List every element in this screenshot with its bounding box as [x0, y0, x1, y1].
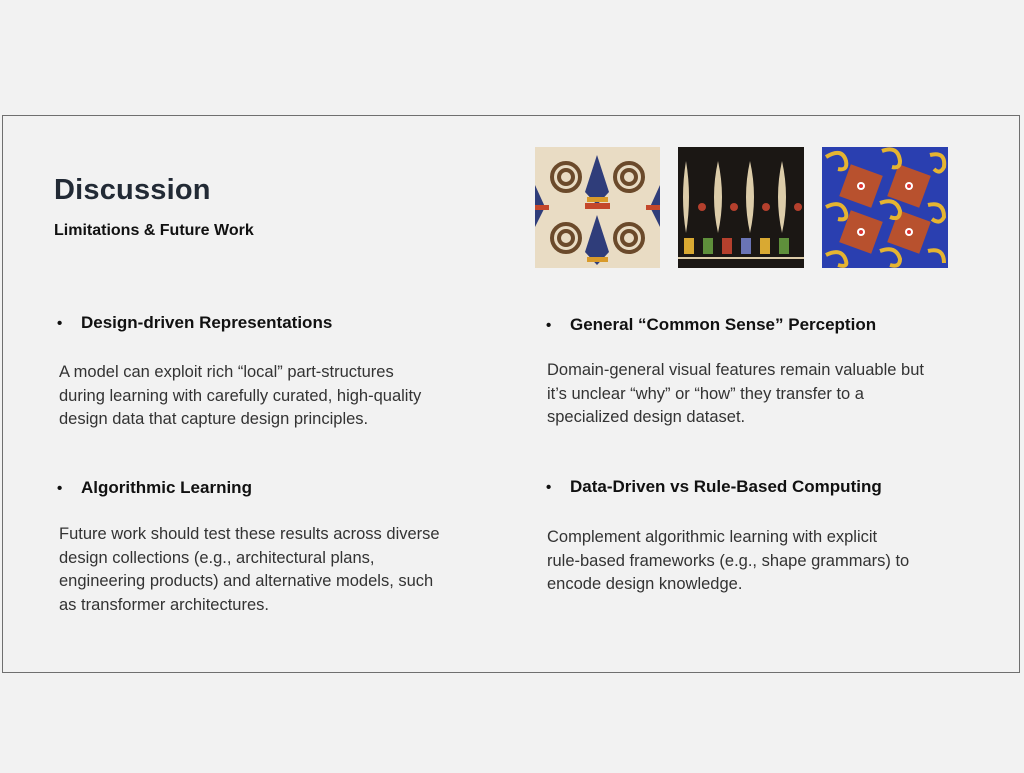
- bullet-glyph: •: [57, 314, 63, 332]
- section-text-common-sense: [547, 359, 924, 430]
- text-line: Domain-general visual features remain valuable but: [547, 361, 924, 379]
- section-heading-design-driven: [57, 313, 332, 333]
- section-heading-data-driven: [546, 477, 882, 497]
- section-text-design-driven: [59, 361, 421, 432]
- text-line: it’s unclear “why” or “how” they transfer to a: [547, 384, 864, 403]
- slide-subtitle: Limitations & Future Work: [54, 222, 254, 239]
- section-text-algorithmic-learning: [59, 523, 440, 617]
- slide: [2, 115, 1020, 673]
- bullet-glyph: •: [546, 478, 552, 496]
- lotus-pattern-image: [535, 147, 660, 268]
- text-line: during learning with carefully curated, high-quality: [59, 386, 422, 405]
- slide-title: Discussion: [54, 174, 211, 206]
- text-line: Future work should test these results across diverse: [59, 525, 440, 543]
- text-line: engineering products) and alternative models, such: [59, 572, 434, 590]
- text-line: specialized design dataset.: [547, 408, 746, 426]
- section-heading-text: Algorithmic Learning: [81, 478, 252, 497]
- section-heading-text: General “Common Sense” Perception: [570, 315, 877, 334]
- bullet-glyph: •: [57, 479, 63, 497]
- section-heading-text: Design-driven Representations: [81, 313, 333, 332]
- section-heading-common-sense: [546, 315, 876, 335]
- bullet-glyph: •: [546, 316, 552, 334]
- text-line: as transformer architectures.: [59, 595, 269, 614]
- text-line: Complement algorithmic learning with explicit: [547, 528, 878, 546]
- text-line: design collections (e.g., architectural plans,: [59, 548, 375, 567]
- text-line: design data that capture design principles.: [59, 410, 369, 428]
- text-line: encode design knowledge.: [547, 575, 743, 593]
- text-line: rule-based frameworks (e.g., shape grammars) to: [547, 551, 910, 570]
- section-heading-algorithmic-learning: [57, 478, 252, 498]
- spiral-pattern-image: [822, 147, 948, 268]
- section-text-data-driven: [547, 526, 909, 597]
- section-heading-text: Data-Driven vs Rule-Based Computing: [570, 477, 882, 496]
- text-line: A model can exploit rich “local” part-structures: [59, 363, 394, 381]
- black-lotus-border-image: [678, 147, 804, 268]
